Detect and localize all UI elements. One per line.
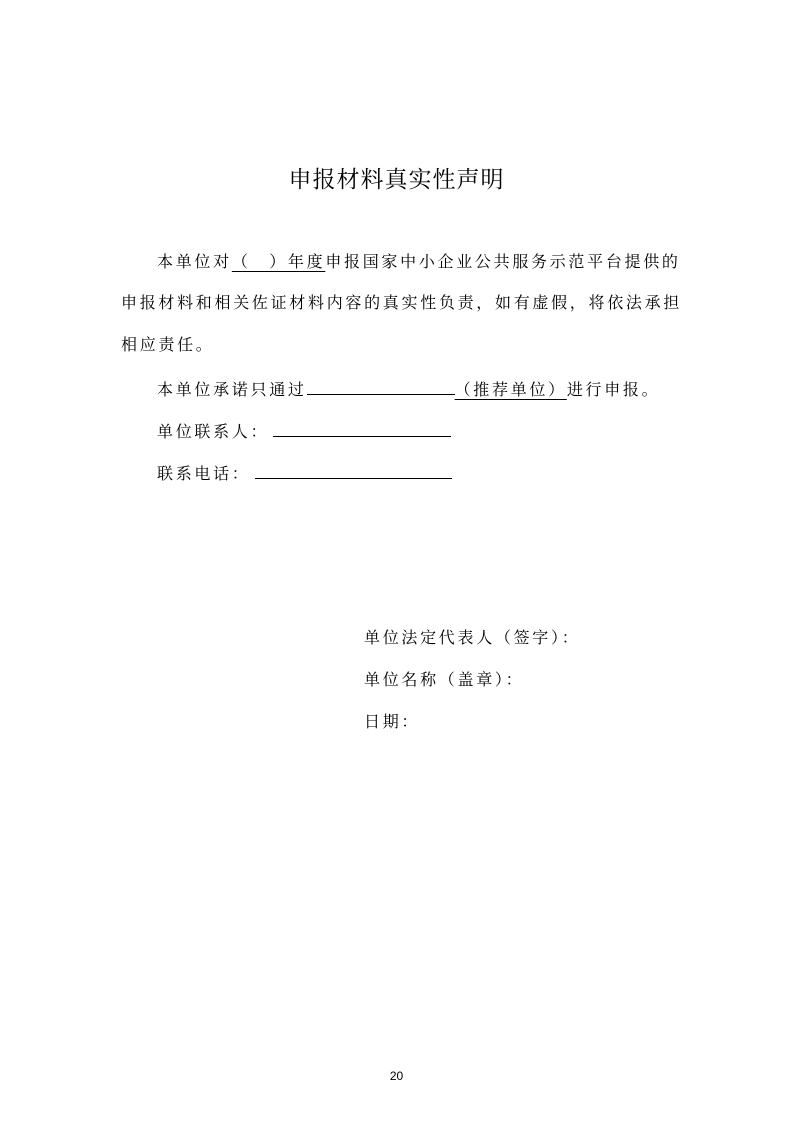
commitment-suffix: 进行申报。 — [566, 380, 661, 399]
paragraph-line-1 — [157, 250, 681, 274]
paragraph-prefix: 本单位对 — [157, 252, 232, 271]
paragraph-line1-rest: 申报国家中小企业公共服务示范平台提供的 — [325, 252, 681, 271]
date-label: 日期： — [364, 712, 421, 731]
contact-person-field[interactable] — [273, 418, 451, 437]
page-number: 20 — [389, 1069, 404, 1083]
recommending-unit-label: （推荐单位） — [454, 380, 567, 399]
unit-name-seal-label: 单位名称（盖章）： — [364, 670, 525, 689]
paragraph-line-2: 申报材料和相关佐证材料内容的真实性负责，如有虚假，将依法承担 — [121, 293, 683, 312]
contact-person-row — [157, 418, 451, 444]
document-title: 申报材料真实性声明 — [288, 167, 505, 193]
contact-phone-label: 联系电话： — [157, 464, 251, 483]
contact-phone-row — [157, 460, 452, 486]
contact-phone-field[interactable] — [255, 460, 452, 479]
legal-rep-signature-label: 单位法定代表人（签字）： — [364, 628, 581, 647]
commitment-line — [157, 376, 660, 402]
year-blank-field[interactable]: （ ）年度 — [231, 252, 326, 271]
recommending-unit-field[interactable] — [307, 376, 455, 395]
contact-person-label: 单位联系人： — [157, 422, 270, 441]
commitment-prefix: 本单位承诺只通过 — [157, 380, 307, 399]
paragraph-line-3: 相应责任。 — [121, 335, 215, 354]
